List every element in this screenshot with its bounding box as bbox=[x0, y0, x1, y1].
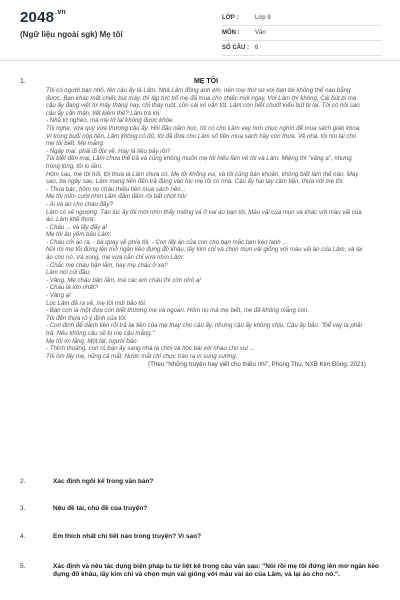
info-row-count bbox=[222, 41, 382, 56]
passage-paragraph: Tôi nghe, vừa quý vừa thương cậu ấy. Hôi đầu năm học, tôi có cho Lâm vay hơn chục nghìn để mua sách giáo khoa. Vì trong buổi nộp tiền, Lâm không có đủ, tôi đã đưa cho Lâm số tiền mua sách hầy còn thừa. Về nhà, tôi nói lại cho mẹ tôi biết. Mẹ mắng: bbox=[46, 124, 361, 148]
info-label: SỐ CÂU : bbox=[222, 45, 249, 51]
passage-paragraph: Mẹ tôi im lặng. Một lát, người bảo: bbox=[46, 337, 139, 345]
page-header bbox=[0, 0, 400, 61]
passage-paragraph: Mẹ tôi mỉm cười nhìn Lâm đăm đăm rồi bất chợt hỏi: bbox=[46, 193, 188, 201]
question-number: 1. bbox=[20, 78, 26, 85]
info-label: LỚP : bbox=[222, 15, 239, 21]
passage-paragraph: - Thỉnh thoảng, con rủ bạn ấy sang nhà ta chơi và học bài với nhau cho vui ... bbox=[46, 345, 255, 353]
passage-source: (Theo "Những truyện hay viết cho thiếu nhi", Phong Thu, NXB Kim Đồng, 2021) bbox=[148, 361, 366, 369]
info-label: MÔN : bbox=[222, 30, 240, 36]
passage-paragraph: Hôm sau, mẹ tôi hỏi, tôi thưa là Lâm chưa có. Mẹ tôi không vui, và tôi cũng bàn khoăn, không biết làm thế nào. May sao, ba ngày sau, Lâm mang tiền đến trả đúng vào lúc mẹ tôi có nhà. Cậu ấy hai tay cầm tiền, thưa với mẹ tôi: bbox=[46, 170, 359, 186]
passage-paragraph: - Chắc mẹ cháu bận lắm, hay mẹ cháu ở xa? bbox=[46, 261, 168, 269]
passage-paragraph: - Con định để dành tiền rồi trả lại tiền của mẹ thay cho cậu ấy, nhưng cậu ấy không chịu. Cậu ấy bảo: "Để vay là phải trả. Nếu không cậu sẽ bị mẹ cậu mắng." bbox=[46, 322, 362, 337]
info-table bbox=[222, 11, 382, 56]
passage-paragraph: Lâm nói cúi đầu: bbox=[46, 269, 91, 277]
passage-paragraph: Tôi đến thưa rõ ý định của tôi: bbox=[46, 314, 127, 322]
passage-paragraph: - Vâng. Mẹ cháu bận lắm, mà các em cháu thì còn nhỏ ạ! bbox=[46, 276, 201, 284]
question-text: Nêu đề tài, chủ đề của truyện? bbox=[53, 505, 148, 512]
passage-paragraph: - Ngày mai, phải đi đòi về. Hay là tiêu bậy rồi? bbox=[46, 147, 171, 155]
passage-paragraph: - Vâng ạ! bbox=[46, 292, 71, 300]
passage-paragraph: Tôi biết đến mai, Lâm chưa thể trả và cũng không muốn mẹ tôi hiểu lầm về tôi và Lâm. Miệng thì "vâng ạ", nhưng trong lòng, tôi lo lắm. bbox=[46, 155, 352, 170]
question-number: 3. bbox=[20, 505, 26, 512]
passage-paragraph: Mẹ tôi âu yếm bảo Lâm: bbox=[46, 231, 112, 239]
site-logo[interactable]: $2048^{.vn}$ bbox=[20, 9, 66, 26]
passage-paragraph: Tôi ôm lấy mẹ, nũng cả mắt. Nước mắt chỉ chực trào ra vì sung sướng. bbox=[46, 352, 238, 360]
content bbox=[0, 78, 400, 368]
passage-paragraph: Tôi có người bạn nhỏ, tên cậu ấy là Lâm. Nhà Lâm đông anh em, nên mọi thứ sơ với bạn bè không thể nào bằng được. Bạn khác mất chiếc bút máy, thì lập tức bố mẹ đã mua cho chiếc mới ngay. Với Lâm thì không. Cái bút bi mà cậu ấy đang viết từ mấy tháng nay, chỉ thay ruột, còn cái vỏ vẫn tốt. Lâm còn biết chuốt kiểu bút bi lại. Tôi có hỏi sao cậu ấy cẩn thận, tiết kiệm thế? Lâm trả lời: bbox=[46, 87, 360, 117]
passage-paragraph: Lâm có vẻ ngượng. Tận lúc ấy tôi mới nhìn thấy miếng vá ở vai áo bạn tôi. Màu vải của mụn vá khác với màu vải của áo. Lâm khẽ thưa: bbox=[46, 208, 362, 224]
question-number: 4. bbox=[20, 533, 26, 540]
info-value: 6 bbox=[255, 45, 259, 51]
passage-paragraph: - Cháu cởi áo ra, - bà quay về phía tôi. - Con lấy áo của con cho bạn mặc tạm kéo lạnh ... bbox=[46, 238, 288, 246]
question-text: Xác định ngôi kể trong văn bản? bbox=[53, 478, 154, 485]
page-subtitle: (Ngữ liệu ngoài sgk) Mẹ tôi bbox=[20, 30, 123, 39]
passage-paragraph: - Nhà tớ nghèo, mà mẹ tớ lại không được khỏe. bbox=[46, 117, 175, 125]
info-row-subject bbox=[222, 26, 382, 41]
passage-text bbox=[46, 87, 366, 360]
passage-paragraph: Lúc Lâm đã ra về, mẹ tôi mới bảo tôi: bbox=[46, 299, 147, 307]
passage-paragraph: - Cháu là lớn nhất? bbox=[46, 284, 98, 292]
passage-title: MẸ TÔI bbox=[193, 78, 219, 85]
passage-paragraph: - Bạn con là một đứa con biết thương mẹ và ngoan. Hôm nọ mà mẹ biết, mẹ đã không mắng con. bbox=[46, 307, 310, 315]
question-text: Em thích nhất chi tiết nào trong truyện? Vì sao? bbox=[53, 533, 202, 540]
info-value: Văn bbox=[255, 30, 266, 36]
passage-paragraph: - Thưa bác, hôm nọ cháu thiếu tiền mua sách nên... bbox=[46, 185, 186, 193]
passage-paragraph: Nói rồi mẹ tôi đứng lên mở ngăn kéo đựng đồ khâu, lấy kim chỉ và chọn mụn vải giống với màu vải áo của Lâm, và lại áo cho nó. Và xong, mẹ vừa cắn chỉ vừa nhìn Lâm: bbox=[46, 246, 363, 262]
question-text: Xác định và nêu tác dụng biện pháp tu từ liệt kê trong câu văn sau: "Nói rồi mẹ tôi đứng lên mở ngăn kéo đựng đồ khâu, lấy kim chỉ và chọn mụn vải giống với màu vải áo của Lâm, và lại áo cho nó.". bbox=[53, 563, 379, 578]
question-number: 2. bbox=[20, 478, 26, 485]
passage-paragraph: - Ai và áo cho cháu đấy? bbox=[46, 200, 113, 208]
passage-paragraph: - Cháu ... và lấy đấy ạ! bbox=[46, 223, 107, 231]
info-value: Lớp 9 bbox=[255, 15, 271, 21]
question-body bbox=[46, 78, 366, 368]
question-1 bbox=[20, 78, 380, 368]
info-row-class bbox=[222, 11, 382, 26]
question-number: 5. bbox=[20, 563, 26, 570]
